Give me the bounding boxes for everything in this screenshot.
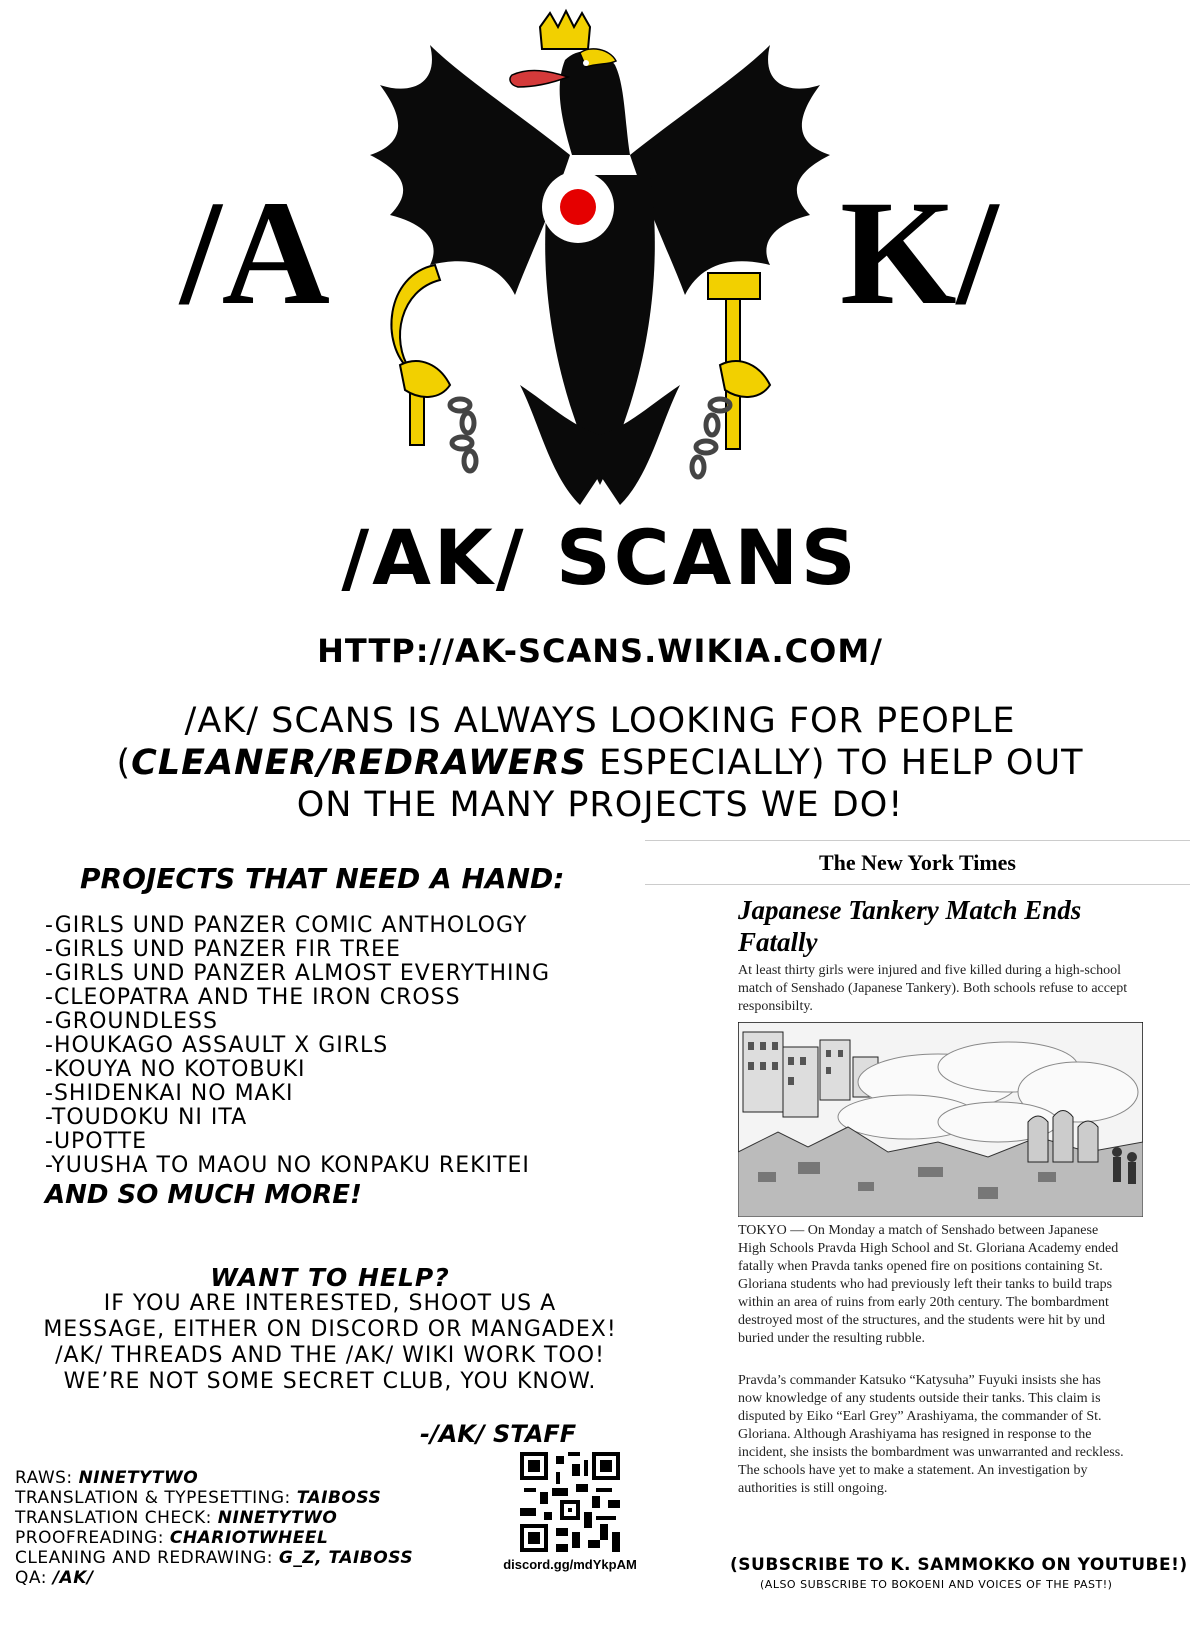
article-headline bbox=[738, 894, 1158, 958]
recruit-line-1: /AK/ SCANS IS ALWAYS LOOKING FOR PEOPLE bbox=[184, 701, 1016, 741]
credit-value: G_Z, TAIBOSS bbox=[278, 1548, 414, 1568]
credit-value: TAIBOSS bbox=[296, 1488, 382, 1508]
staff-signature: -/AK/ STAFF bbox=[420, 1420, 577, 1448]
divider bbox=[645, 840, 1190, 841]
subscribe-note: (SUBSCRIBE TO K. SAMMOKKO ON YOUTUBE!) bbox=[730, 1555, 1188, 1575]
credit-label: TRANSLATION & TYPESETTING: bbox=[15, 1488, 297, 1508]
project-item: -GIRLS UND PANZER ALMOST EVERYTHING bbox=[45, 961, 551, 986]
project-item: -YUUSHA TO MAOU NO KONPAKU REKITEI bbox=[45, 1153, 530, 1178]
discord-link[interactable]: discord.gg/mdYkpAM bbox=[503, 1557, 637, 1572]
credit-label: QA: bbox=[15, 1568, 53, 1588]
recruit-line-3: ON THE MANY PROJECTS WE DO! bbox=[296, 785, 904, 825]
crown-icon bbox=[540, 11, 590, 49]
project-item: -KOUYA NO KOTOBUKI bbox=[45, 1057, 306, 1082]
credit-label: RAWS: bbox=[15, 1468, 79, 1488]
credit-line bbox=[15, 1568, 413, 1588]
help-line: WE’RE NOT SOME SECRET CLUB, YOU KNOW. bbox=[63, 1369, 597, 1394]
divider bbox=[645, 884, 1190, 885]
subscribe-subnote: (ALSO SUBSCRIBE TO BOKOENI AND VOICES OF THE PAST!) bbox=[760, 1578, 1113, 1591]
roundel-icon bbox=[542, 171, 614, 243]
sickle-icon bbox=[391, 265, 440, 445]
ruined-city-illustration bbox=[738, 1022, 1143, 1217]
project-item: -HOUKAGO ASSAULT X GIRLS bbox=[45, 1033, 389, 1058]
help-title: WANT TO HELP? bbox=[210, 1263, 450, 1292]
letters-k-slash: K/ bbox=[840, 170, 999, 336]
right-wing bbox=[630, 45, 830, 295]
headline-line: Fatally bbox=[738, 927, 818, 957]
recruit-paren: ( bbox=[116, 743, 132, 783]
double-headed-eagle-emblem bbox=[340, 5, 860, 525]
recruit-message bbox=[100, 700, 1100, 826]
credit-line bbox=[15, 1508, 413, 1528]
credit-label: PROOFREADING: bbox=[15, 1528, 170, 1548]
credit-value: NINETYTWO bbox=[217, 1508, 338, 1528]
project-item: -UPOTTE bbox=[45, 1129, 148, 1154]
credit-value: NINETYTWO bbox=[78, 1468, 199, 1488]
article-body-paragraph: TOKYO — On Monday a match of Senshado between Japanese High Schools Pravda High School and St. Gloriana Academy ended fatally when Pravda tanks opened fire on positions containing St. Gloriana students who had previously left their tanks to build traps within an area of ruins from early 20th century. The bombardment destroyed most of the structures, and the students were hit by und buried under the resulting rubble. bbox=[738, 1223, 1119, 1346]
credit-label: CLEANING AND REDRAWING: bbox=[15, 1548, 279, 1568]
site-url[interactable]: HTTP://AK-SCANS.WIKIA.COM/ bbox=[317, 632, 883, 670]
discord-qr-code-icon[interactable] bbox=[520, 1452, 620, 1552]
projects-list bbox=[45, 914, 550, 1178]
credit-line bbox=[15, 1548, 413, 1568]
project-item: -GIRLS UND PANZER COMIC ANTHOLOGY bbox=[45, 913, 528, 938]
credit-value: CHARIOTWHEEL bbox=[169, 1528, 329, 1548]
recruit-emphasis: CLEANER/REDRAWERS bbox=[131, 743, 587, 783]
recruit-line-2 bbox=[100, 742, 1100, 784]
letters-slash-a: /A bbox=[180, 170, 330, 336]
project-item: -GROUNDLESS bbox=[45, 1009, 218, 1034]
project-item: -CLEOPATRA AND THE IRON CROSS bbox=[45, 985, 461, 1010]
newspaper-masthead: The New York Times bbox=[819, 850, 1016, 875]
help-line: IF YOU ARE INTERESTED, SHOOT US A bbox=[103, 1291, 557, 1316]
projects-heading: PROJECTS THAT NEED A HAND: bbox=[80, 862, 565, 895]
credit-line bbox=[15, 1468, 413, 1488]
project-item: -GIRLS UND PANZER FIR TREE bbox=[45, 937, 401, 962]
article-summary: At least thirty girls were injured and five killed during a high-school match of Senshado (Japanese Tankery). Both schools refuse to accept responsibilty. bbox=[738, 963, 1128, 1014]
project-item: -SHIDENKAI NO MAKI bbox=[45, 1081, 294, 1106]
help-block bbox=[20, 1265, 640, 1395]
newspaper-clipping bbox=[645, 840, 1190, 1580]
credits-list bbox=[15, 1468, 413, 1588]
project-item: -TOUDOKU NI ITA bbox=[45, 1105, 248, 1130]
projects-more: AND SO MUCH MORE! bbox=[45, 1180, 362, 1210]
credit-value: /AK/ bbox=[52, 1568, 94, 1588]
credit-label: TRANSLATION CHECK: bbox=[15, 1508, 218, 1528]
recruit-line-2-rest: ESPECIALLY) TO HELP OUT bbox=[586, 743, 1084, 783]
article-body-paragraph: Pravda’s commander Katsuko “Katysuha” Fuyuki insists she has now knowledge of any students outside their tanks. This claim is disputed by Eiko “Earl Grey” Arashiyama, the commander of St. Gloriana. Although Arashiyama has resigned in response to the incident, she insists the bombardment was unwarranted and reckless. The schools have yet to make a statement. An investigation by authorities is still ongoing. bbox=[738, 1373, 1124, 1496]
credit-line bbox=[15, 1488, 413, 1508]
help-line: MESSAGE, EITHER ON DISCORD OR MANGADEX! bbox=[43, 1317, 617, 1342]
help-line: /AK/ THREADS AND THE /AK/ WIKI WORK TOO! bbox=[55, 1343, 605, 1368]
site-title: /AK/ SCANS bbox=[341, 513, 859, 602]
credit-line bbox=[15, 1528, 413, 1548]
headline-line: Japanese Tankery Match Ends bbox=[738, 895, 1082, 925]
